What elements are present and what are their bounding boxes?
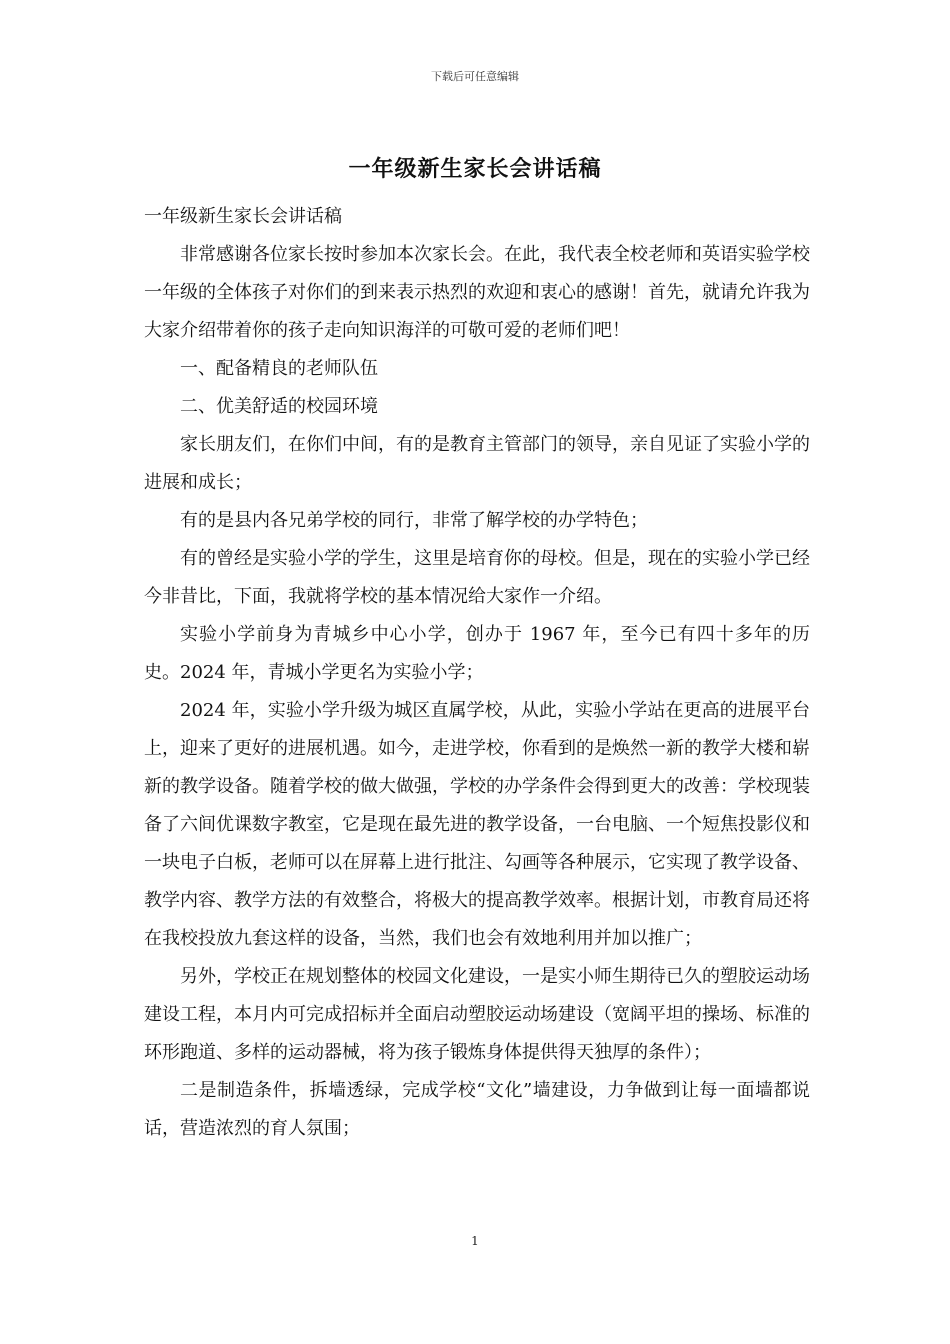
paragraph-parents-alumni: 有的曾经是实验小学的学生，这里是培育你的母校。但是，现在的实验小学已经今非昔比，下面，我就将学校的基本情况给大家作一介绍。 [144, 548, 810, 607]
paragraph-school-history: 实验小学前身为青城乡中心小学，创办于 1967 年，至今已有四十多年的历史。2024 年，青城小学更名为实验小学； [144, 624, 810, 683]
header-note: 下载后可任意编辑 [431, 70, 519, 83]
paragraph-culture-wall: 二是制造条件，拆墙透绿，完成学校“文化”墙建设，力争做到让每一面墙都说话，营造浓烈的育人氛围； [144, 1080, 810, 1139]
document-title: 一年级新生家长会讲话稿 [348, 156, 602, 182]
paragraph-parents-peers: 有的是县内各兄弟学校的同行，非常了解学校的办学特色； [180, 510, 648, 531]
paragraph-school-upgrade: 2024 年，实验小学升级为城区直属学校，从此，实验小学站在更高的进展平台上，迎来了更好的进展机遇。如今，走进学校，你看到的是焕然一新的教学大楼和崭新的教学设备。随着学校的做大做强，学校的办学条件会得到更大的改善：学校现装备了六间优课数字教室，它是现在最先进的教学设备，一台电脑、一个短焦投影仪和一块电子白板，老师可以在屏幕上进行批注、勾画等各种展示，它实现了教学设备、教学内容、教学方法的有效整合，将极大的提高教学效率。根据计划，市教育局还将在我校投放九套这样的设备，当然，我们也会有效地利用并加以推广； [144, 700, 810, 949]
paragraph-welcome: 非常感谢各位家长按时参加本次家长会。在此，我代表全校老师和英语实验学校一年级的全体孩子对你们的到来表示热烈的欢迎和衷心的感谢！首先，就请允许我为大家介绍带着你的孩子走向知识海洋的可敬可爱的老师们吧！ [144, 244, 810, 341]
document-body [144, 198, 810, 1148]
document-subtitle: 一年级新生家长会讲话稿 [144, 206, 342, 227]
paragraph-parents-leaders: 家长朋友们，在你们中间，有的是教育主管部门的领导，亲自见证了实验小学的进展和成长； [144, 434, 810, 493]
section-heading-teachers: 一、配备精良的老师队伍 [180, 358, 378, 379]
page-number: 1 [471, 1234, 479, 1248]
paragraph-campus-culture: 另外，学校正在规划整体的校园文化建设，一是实小师生期待已久的塑胶运动场建设工程，本月内可完成招标并全面启动塑胶运动场建设（宽阔平坦的操场、标准的环形跑道、多样的运动器械，将为孩子锻炼身体提供得天独厚的条件）； [144, 966, 810, 1063]
section-heading-campus: 二、优美舒适的校园环境 [180, 396, 378, 417]
